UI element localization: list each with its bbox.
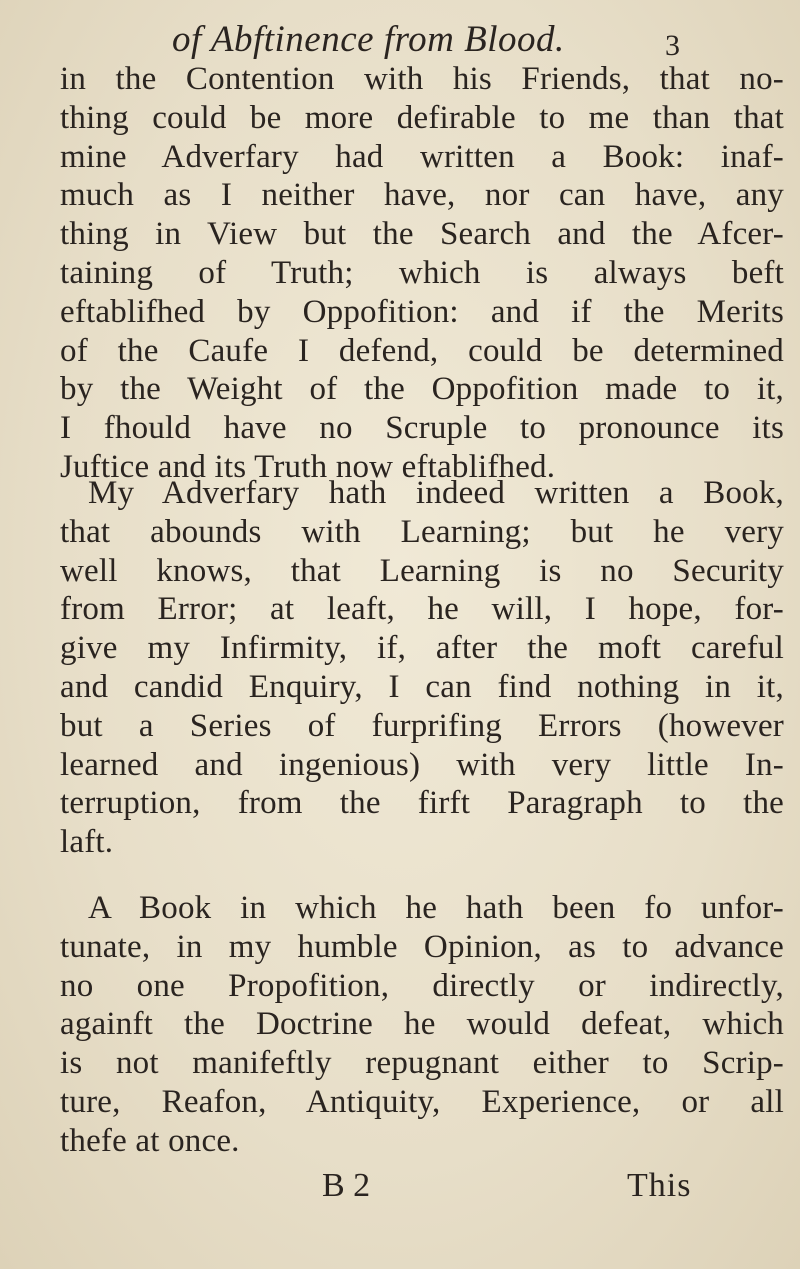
text-line: much as I neither have, nor can have, any: [60, 177, 784, 214]
signature-mark: B 2: [322, 1167, 371, 1204]
text-line: ture, Reafon, Antiquity, Experience, or all: [60, 1083, 784, 1120]
text-line: give my Infirmity, if, after the moft careful: [60, 630, 784, 667]
text-line: no one Propofition, directly or indirectly,: [60, 967, 784, 1004]
text-line: and candid Enquiry, I can find nothing in it,: [60, 668, 784, 705]
text-line: laft.: [60, 824, 114, 861]
page-number: 3: [665, 29, 680, 62]
running-head: [0, 18, 800, 62]
paragraph-3: [60, 889, 784, 1161]
paragraph-2: [60, 474, 784, 862]
text-line: againft the Doctrine he would defeat, which: [60, 1006, 784, 1043]
text-line: by the Weight of the Oppofition made to it,: [60, 371, 784, 408]
text-line: thing in View but the Search and the Afcer-: [60, 216, 784, 253]
text-line: A Book in which he hath been fo unfor-: [88, 890, 784, 926]
text-line: learned and ingenious) with very little In-: [60, 746, 784, 783]
text-line: My Adverfary hath indeed written a Book,: [88, 475, 784, 511]
text-line: terruption, from the firft Paragraph to the: [60, 785, 784, 822]
text-line: of the Caufe I defend, could be determined: [60, 332, 784, 369]
text-line: I fhould have no Scruple to pronounce its: [60, 410, 784, 447]
text-line: thefe at once.: [60, 1122, 240, 1159]
text-line: Juftice and its Truth now eftablifhed.: [60, 448, 556, 485]
text-line: is not manifeftly repugnant either to Scrip-: [60, 1045, 784, 1082]
text-line: in the Contention with his Friends, that no-: [60, 61, 784, 97]
paragraph-1: [60, 60, 784, 487]
text-line: but a Series of furprifing Errors (however: [60, 707, 784, 744]
catchword: This: [627, 1167, 692, 1204]
text-line: taining of Truth; which is always beft: [60, 254, 784, 291]
running-title: of Abftinence from Blood.: [172, 19, 565, 60]
text-line: mine Adverfary had written a Book: inaf-: [60, 138, 784, 175]
text-line: thing could be more defirable to me than that: [60, 99, 784, 136]
text-line: eftablifhed by Oppofition: and if the Merits: [60, 293, 784, 330]
text-line: tunate, in my humble Opinion, as to advance: [60, 928, 784, 965]
text-line: that abounds with Learning; but he very: [60, 513, 784, 550]
text-line: well knows, that Learning is no Security: [60, 552, 784, 589]
text-line: from Error; at leaft, he will, I hope, for-: [60, 591, 784, 628]
page-footer: [0, 1167, 800, 1207]
